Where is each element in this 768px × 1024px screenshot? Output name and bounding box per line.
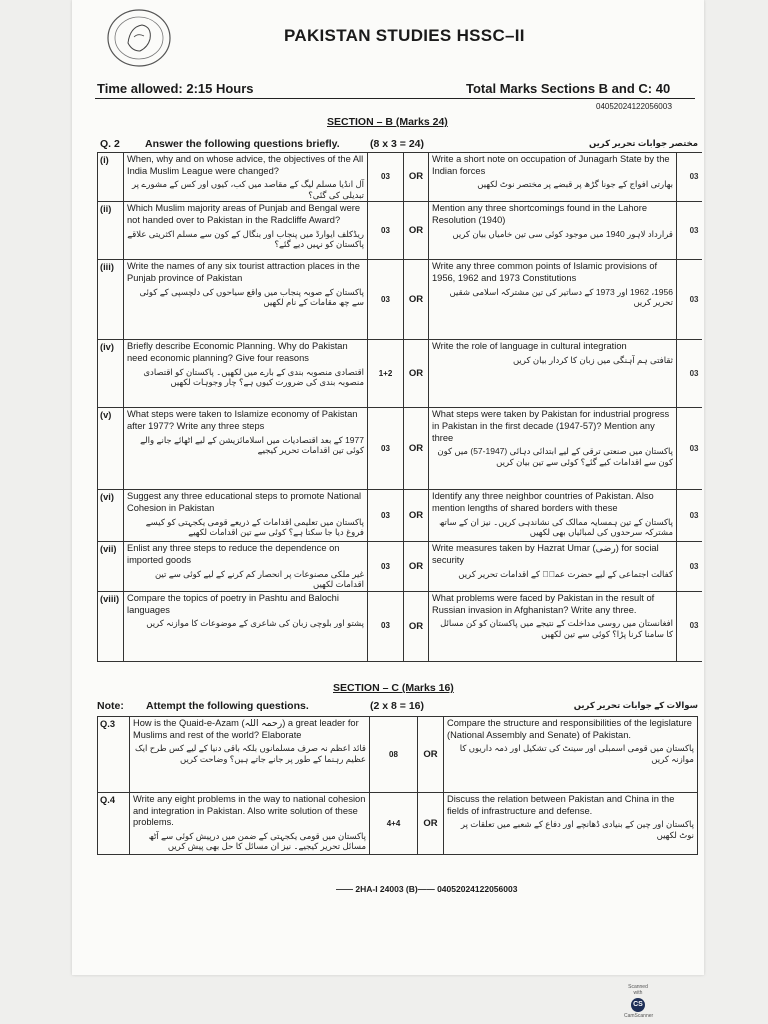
or-label: OR: [404, 260, 429, 340]
right-question-urdu: 1956، 1962 اور 1973 کے دساتیر کی تین مشترکہ اسلامی شقیں تحریر کریں: [449, 286, 673, 308]
right-marks: 03: [677, 490, 702, 542]
left-question: [124, 260, 368, 340]
right-question-urdu: کفالت اجتماعی کے لیے حضرت عمرؓ کے اقدامات تحریر کریں: [458, 568, 673, 579]
left-marks: 03: [368, 202, 404, 260]
left-question-urdu: قائد اعظم نہ صرف مسلمانوں بلکہ باقی دنیا کے لیے کس طرح ایک عظیم رہنما کے طور پر جانے جاتے ہیں؟ وضاحت کریں: [135, 743, 366, 764]
right-question-urdu: پاکستان میں صنعتی ترقی کے لیے ابتدائی دہائی (1947-57) میں کون کون سے اقدامات کیے گئے؟ کوئی سے تین بیان کریں: [437, 446, 673, 467]
or-label: OR: [418, 793, 444, 855]
section-b-row: [98, 591, 702, 661]
section-b-table: [97, 152, 702, 662]
question-number: (ii): [98, 202, 124, 260]
left-question: [124, 542, 368, 591]
left-question-english: Briefly describe Economic Planning. Why do Pakistan need economic planning? Give four reasons: [127, 341, 348, 364]
section-c-marks-formula: (2 x 8 = 16): [370, 700, 424, 712]
left-question-english: What steps were taken to Islamize economy of Pakistan after 1977? Write any three steps: [127, 409, 358, 432]
or-label: OR: [404, 202, 429, 260]
question-number: (iii): [98, 260, 124, 340]
section-b-row: [98, 202, 702, 260]
left-question-urdu: غیر ملکی مصنوعات پر انحصار کم کرنے کے لیے کوئی سے تین اقدامات لکھیں: [154, 568, 364, 590]
right-question-english: Write a short note on occupation of Junagarh State by the Indian forces: [432, 154, 670, 176]
left-question-english: Suggest any three educational steps to promote National Cohesion in Pakistan: [127, 491, 362, 514]
right-question: [429, 202, 677, 260]
right-question-english: What problems were faced by Pakistan in the result of Russian invasion in Afghanistan? Write any three.: [432, 592, 655, 615]
time-allowed: Time allowed: 2:15 Hours: [97, 81, 254, 96]
section-c-row: [98, 793, 698, 855]
right-question: [444, 793, 698, 855]
left-marks: 08: [370, 717, 418, 793]
scanned-with-label: Scanned with: [628, 984, 648, 996]
section-c-heading: SECTION – C (Marks 16): [333, 682, 454, 694]
exam-title: PAKISTAN STUDIES HSSC–II: [284, 26, 525, 45]
right-question: [429, 153, 677, 202]
or-label: OR: [404, 591, 429, 661]
question-number: (vi): [98, 490, 124, 542]
q2-urdu-instruction: مختصر جوابات تحریر کریں: [588, 138, 698, 148]
right-question-english: Write measures taken by Hazrat Umar (رضی) for social security: [432, 543, 659, 566]
section-b-row: [98, 260, 702, 340]
left-question: [130, 793, 370, 855]
or-label: OR: [404, 542, 429, 591]
right-question-urdu: افغانستان میں روسی مداخلت کے نتیجے میں پاکستان کو کن مسائل کا سامنا کرنا پڑا؟ کوئی سے تین لکھیں: [440, 618, 673, 639]
left-question: [124, 490, 368, 542]
left-question: [124, 591, 368, 661]
right-marks: 03: [677, 340, 702, 408]
left-marks: 03: [368, 260, 404, 340]
left-marks: 03: [368, 591, 404, 661]
section-c-instruction: Attempt the following questions.: [146, 700, 309, 712]
section-b-row: [98, 153, 702, 202]
left-marks: 1+2: [368, 340, 404, 408]
total-marks: Total Marks Sections B and C: 40: [466, 81, 671, 96]
right-marks: 03: [677, 260, 702, 340]
or-label: OR: [418, 717, 444, 793]
question-number: (v): [98, 408, 124, 490]
left-question: [124, 340, 368, 408]
right-marks: 03: [677, 542, 702, 591]
right-question: [444, 717, 698, 793]
left-question: [130, 717, 370, 793]
right-question-urdu: پاکستان کے تین ہمسایہ ممالک کی نشاندہی کریں۔ نیز ان کے ساتھ مشترکہ سرحدوں کی لمبائیاں بھی لکھیں: [439, 516, 673, 538]
left-question-urdu: ریڈکلف ایوارڈ میں پنجاب اور بنگال کے کون سے مسلم اکثریتی علاقے پاکستان کو نہیں دیے گئے؟: [127, 228, 364, 250]
section-b-heading: SECTION – B (Marks 24): [327, 116, 448, 128]
right-marks: 03: [677, 591, 702, 661]
right-question-urdu: ثقافتی ہم آہنگی میں زبان کا کردار بیان کریں: [512, 355, 673, 366]
section-c-row: [98, 717, 698, 793]
section-b-row: [98, 490, 702, 542]
left-question-urdu: پاکستان میں تعلیمی اقدامات کے ذریعے قومی یکجہتی کو کیسے فروغ دیا جا سکتا ہے؟ کوئی سے تین اقدامات لکھیے: [145, 516, 364, 538]
left-marks: 03: [368, 408, 404, 490]
question-number: (vii): [98, 542, 124, 591]
or-label: OR: [404, 153, 429, 202]
camscanner-brand: CamScanner: [624, 1013, 654, 1019]
right-question-urdu: پاکستان اور چین کے بنیادی ڈھانچے اور دفاع کے شعبے میں تعلقات پر نوٹ لکھیں: [460, 819, 694, 840]
right-marks: 03: [677, 153, 702, 202]
right-question-english: Write any three common points of Islamic provisions of 1956, 1962 and 1973 Constitutions: [432, 261, 658, 284]
left-question-urdu: پاکستان میں قومی یکجہتی کے ضمن میں درپیش کوئی سے آٹھ مسائل تحریر کیجیے۔ نیز ان مسائل کا حل بھی پیش کریں: [148, 830, 366, 852]
section-c-table: [97, 716, 698, 855]
left-marks: 03: [368, 153, 404, 202]
right-question: [429, 340, 677, 408]
question-number: (i): [98, 153, 124, 202]
question-number: Q.4: [98, 793, 130, 855]
left-marks: 03: [368, 542, 404, 591]
right-question-english: Write the role of language in cultural integration: [432, 341, 627, 352]
note-label: Note:: [97, 700, 124, 712]
right-question: [429, 260, 677, 340]
section-b-row: [98, 408, 702, 490]
or-label: OR: [404, 408, 429, 490]
camscanner-badge: [624, 984, 652, 1020]
right-question-english: Identify any three neighbor countries of Pakistan. Also mention lengths of shared borders with these: [432, 491, 654, 514]
paper-code-top: 0405202412205600З: [596, 102, 673, 111]
section-c-urdu-instruction: سوالات کے جوابات تحریر کریں: [573, 700, 698, 710]
left-question-urdu: آل انڈیا مسلم لیگ کے مقاصد میں کب، کیوں اور کس کے مشورے پر تبدیلی کی گئی؟: [131, 179, 364, 200]
left-question-english: When, why and on whose advice, the objectives of the All India Muslim League were changed?: [127, 154, 364, 176]
left-question-urdu: پاکستان کے صوبہ پنجاب میں واقع سیاحوں کی دلچسپی کے کوئی سے چھ مقامات کے نام لکھیں: [139, 286, 364, 308]
right-question-english: Discuss the relation between Pakistan and China in the fields of infrastructure and defense.: [447, 794, 675, 816]
left-question-urdu: 1977 کے بعد اقتصادیات میں اسلامائزیشن کے لیے اٹھائے جانے والے کوئی تین اقدامات تحریر کیجیے: [140, 434, 364, 456]
q2-label: Q. 2: [100, 138, 120, 150]
section-b-row: [98, 542, 702, 591]
right-question-english: Compare the structure and responsibilities of the legislature (National Assembly and Senate) of Pakistan.: [447, 718, 692, 740]
left-question-english: Write any eight problems in the way to national cohesion and integration in Pakistan. Also write solution of these problems.: [133, 794, 366, 828]
question-number: Q.3: [98, 717, 130, 793]
right-question: [429, 591, 677, 661]
left-question-english: Write the names of any six tourist attraction places in the Punjab province of Pakistan: [127, 261, 360, 284]
board-seal-logo: [104, 7, 174, 69]
left-question-english: Enlist any three steps to reduce the dependence on imported goods: [127, 543, 340, 566]
left-marks: 03: [368, 490, 404, 542]
left-question: [124, 202, 368, 260]
right-question-english: Mention any three shortcomings found in the Lahore Resolution (1940): [432, 203, 647, 226]
right-question-english: What steps were taken by Pakistan for industrial progress in Pakistan in the first decade (1947-57)? Mention any three: [432, 409, 670, 443]
left-question-english: Which Muslim majority areas of Punjab and Bengal were not handed over to Pakistan in the Radcliffe Award?: [127, 203, 361, 226]
or-label: OR: [404, 340, 429, 408]
section-b-row: [98, 340, 702, 408]
left-question: [124, 408, 368, 490]
right-question-urdu: قرارداد لاہور 1940 میں موجود کوئی سی تین خامیاں بیان کریں: [452, 228, 673, 239]
right-question: [429, 490, 677, 542]
q2-instruction: Answer the following questions briefly.: [145, 138, 340, 150]
left-question-urdu: پشتو اور بلوچی زبان کی شاعری کے موضوعات کا موازنہ کریں: [146, 618, 364, 629]
left-marks: 4+4: [370, 793, 418, 855]
header-divider: [95, 98, 695, 99]
q2-marks-formula: (8 x 3 = 24): [370, 138, 424, 150]
question-number: (iv): [98, 340, 124, 408]
right-marks: 03: [677, 408, 702, 490]
or-label: OR: [404, 490, 429, 542]
right-question-urdu: پاکستان میں قومی اسمبلی اور سینٹ کی تشکیل اور ذمہ داریوں کا موازنہ کریں: [459, 743, 694, 764]
right-question-urdu: بھارتی افواج کے جونا گڑھ پر قبضے پر مختصر نوٹ لکھیں: [477, 179, 673, 190]
left-question-english: How is the Quaid-e-Azam (رحمہ اللہ) a great leader for Muslims and rest of the world? Elaborate: [133, 718, 359, 740]
left-question-english: Compare the topics of poetry in Pashtu and Balochi languages: [127, 592, 339, 615]
right-question: [429, 542, 677, 591]
question-number: (viii): [98, 591, 124, 661]
right-marks: 03: [677, 202, 702, 260]
left-question-urdu: اقتصادی منصوبہ بندی کے بارے میں لکھیں۔ پاکستان کو اقتصادی منصوبہ بندی کی ضرورت کیوں ہے؟ چار وجوہات لکھیں: [143, 366, 364, 388]
camscanner-logo-icon: CS: [631, 998, 645, 1012]
paper-code-footer: —— 2HA-I 24003 (B)—— 04052024122056003: [336, 884, 518, 894]
left-question: [124, 153, 368, 202]
right-question: [429, 408, 677, 490]
